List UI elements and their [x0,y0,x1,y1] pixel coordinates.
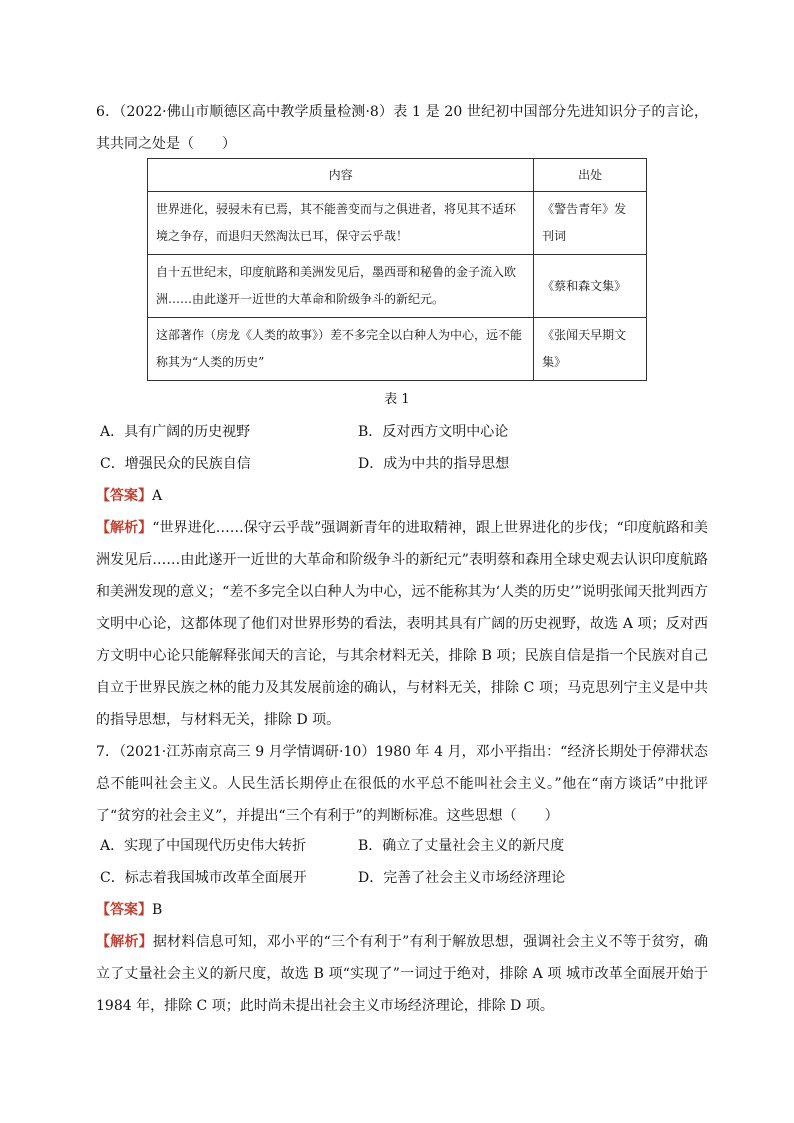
table-cell-source: 《警告青年》发刊词 [534,192,647,255]
question-6-options [100,416,700,480]
table-cell-content: 世界进化，骎骎未有已焉，其不能善变而与之俱进者，将见其不适环境之争存，而退归天然淘汰已耳，保守云乎哉！ [148,192,534,255]
answer-label: 【答案】 [96,488,152,504]
table-cell-source: 《张闻天早期文集》 [534,318,647,381]
question-6-answer [96,480,162,512]
question-7-options [100,830,700,894]
table-row [148,192,647,255]
table-cell-source: 《蔡和森文集》 [534,255,647,318]
table-header-content: 内容 [148,159,534,192]
table-cell-content: 这部著作（房龙《人类的故事》）差不多完全以白种人为中心，远不能称其为“人类的历史” [148,318,534,381]
table-row [148,255,647,318]
question-6-analysis [96,512,708,736]
answer-value: B [152,902,163,918]
option-c[interactable]: C．标志着我国城市改革全面展开 [100,870,307,886]
table-cell-content: 自十五世纪末，印度航路和美洲发见后，墨西哥和秘鲁的金子流入欧洲……由此遂开一近世的大革命和阶级争斗的新纪元。 [148,255,534,318]
answer-label: 【答案】 [96,902,152,918]
question-6-stem [96,96,708,160]
table-header-row [148,159,647,192]
option-d[interactable]: D．完善了社会主义市场经济理论 [358,870,566,886]
question-7-answer [96,894,162,926]
analysis-label: 【解析】 [96,520,153,536]
question-7-number: 7． [96,744,120,760]
option-a[interactable]: A．实现了中国现代历史伟大转折 [100,838,307,854]
option-b[interactable]: B．确立了丈量社会主义的新尺度 [358,838,565,854]
question-7-text: （2021·江苏南京高三 9 月学情调研·10）1980 年 4 月，邓小平指出：“经济长期处于停滞状态总不能叫社会主义。人民生活长期停止在很低的水平总不能叫社会主义。”他在“南方谈话”中批评了“贫穷的社会主义”，并提出“三个有利于”的判断标准。这些思想（ ） [96,744,708,824]
question-6-number: 6． [96,104,120,120]
table-row [148,318,647,381]
table-header-source: 出处 [534,159,647,192]
question-7-stem [96,736,708,832]
question-6-text: （2022·佛山市顺德区高中教学质量检测·8）表 1 是 20 世纪初中国部分先进知识分子的言论，其共同之处是（ ） [96,104,708,152]
analysis-label: 【解析】 [96,934,153,950]
option-c[interactable]: C．增强民众的民族自信 [100,456,251,472]
option-d[interactable]: D．成为中共的指导思想 [358,456,510,472]
source-table [147,158,647,381]
option-a[interactable]: A．具有广阔的历史视野 [100,424,251,440]
option-b[interactable]: B．反对西方文明中心论 [358,424,509,440]
analysis-text: “世界进化……保守云乎哉”强调新青年的进取精神，跟上世界进化的步伐；“印度航路和美洲发见后……由此遂开一近世的大革命和阶级争斗的新纪元”表明蔡和森用全球史观去认识印度航路和美洲发现的意义；“差不多完全以白种人为中心，远不能称其为‘人类的历史’”说明张闻天批判西方文明中心论，这都体现了他们对世界形势的看法，表明其具有广阔的历史视野，故选 A 项；反对西方文明中心论只能解释张闻天的言论，与其余材料无关，排除 B 项；民族自信是指一个民族对自己自立于世界民族之林的能力及其发展前途的确认，与材料无关，排除 C 项；马克思列宁主义是中共的指导思想，与材料无关，排除 D 项。 [96,520,708,728]
question-7-analysis [96,926,708,1022]
analysis-text: 据材料信息可知，邓小平的“三个有利于”有利于解放思想，强调社会主义不等于贫穷，确立了丈量社会主义的新尺度，故选 B 项“实现了”一词过于绝对，排除 A 项 城市改革全面展开始于 1984 年，排除 C 项；此时尚未提出社会主义市场经济理论，排除 D 项。 [96,934,709,1014]
answer-value: A [152,488,163,504]
table-caption: 表 1 [384,392,410,407]
